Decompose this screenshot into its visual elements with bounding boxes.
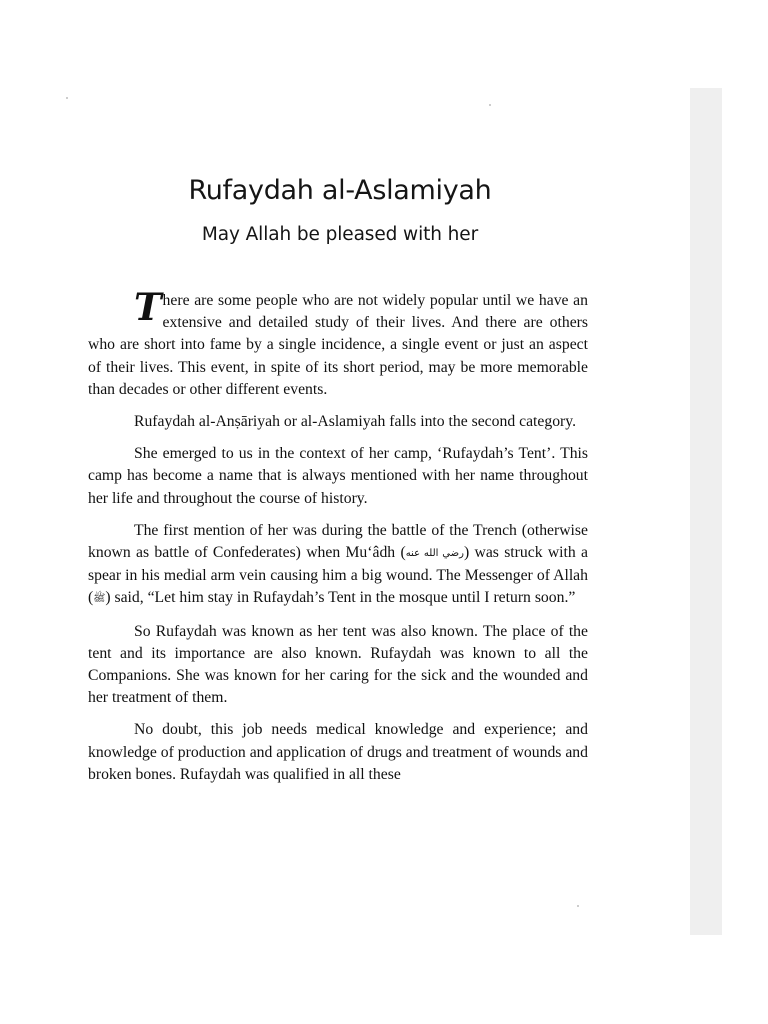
paragraph-intro-text: here are some people who are not widely popular until we have an extensive and detailed study of their lives. And there are others who are short into fame by a single incidence, a single event or just an aspect of their lives. This event, in spite of its short period, may be more memorable than decades or other different events.	[88, 292, 588, 398]
body-text	[88, 285, 589, 796]
paragraph-intro	[88, 285, 588, 401]
salutation-glyph-icon: ﷺ	[93, 593, 106, 605]
paragraph-trench-part-c: ) said, “Let him stay in Rufaydah’s Tent in the mosque until I return soon.”	[105, 589, 576, 607]
page-title: Rufaydah al-Aslamiyah	[188, 175, 492, 206]
paragraph-medical: No doubt, this job needs medical knowledge and experience; and knowledge of production and application of drugs and treatment of wounds and broken bones. Rufaydah was qualified in all these	[88, 721, 588, 783]
scan-speck	[489, 104, 491, 106]
paragraph-category: Rufaydah al-Anṣāriyah or al-Aslamiyah falls into the second category.	[134, 413, 577, 431]
paragraph-tent: So Rufaydah was known as her tent was also known. The place of the tent and its importance are also known. Rufaydah was known to all the Companions. She was known for her caring for the sick and the wounded and her treatment of them.	[88, 622, 588, 707]
paragraph-trench	[88, 520, 588, 611]
page-subtitle: May Allah be pleased with her	[201, 224, 479, 245]
paragraph-trench-part-a: The first mention of her was during the battle of the Trench (otherwise known as battle of Confederates) when Mu‘âdh (	[88, 521, 588, 562]
drop-cap: T	[134, 285, 162, 329]
paragraph-camp: She emerged to us in the context of her camp, ‘Rufaydah’s Tent’. This camp has become a name that is always mentioned with her name throughout her life and throughout the course of history.	[88, 445, 588, 507]
scan-speck	[66, 97, 68, 99]
paragraph-trench-part-b: ) was struck with a spear in his medial arm vein causing him a big wound. The Messenger of Allah (	[88, 544, 589, 607]
scan-speck	[577, 905, 579, 907]
page-side-shadow	[690, 88, 722, 935]
honorific-glyph-icon: رضي الله عنه	[405, 548, 464, 560]
